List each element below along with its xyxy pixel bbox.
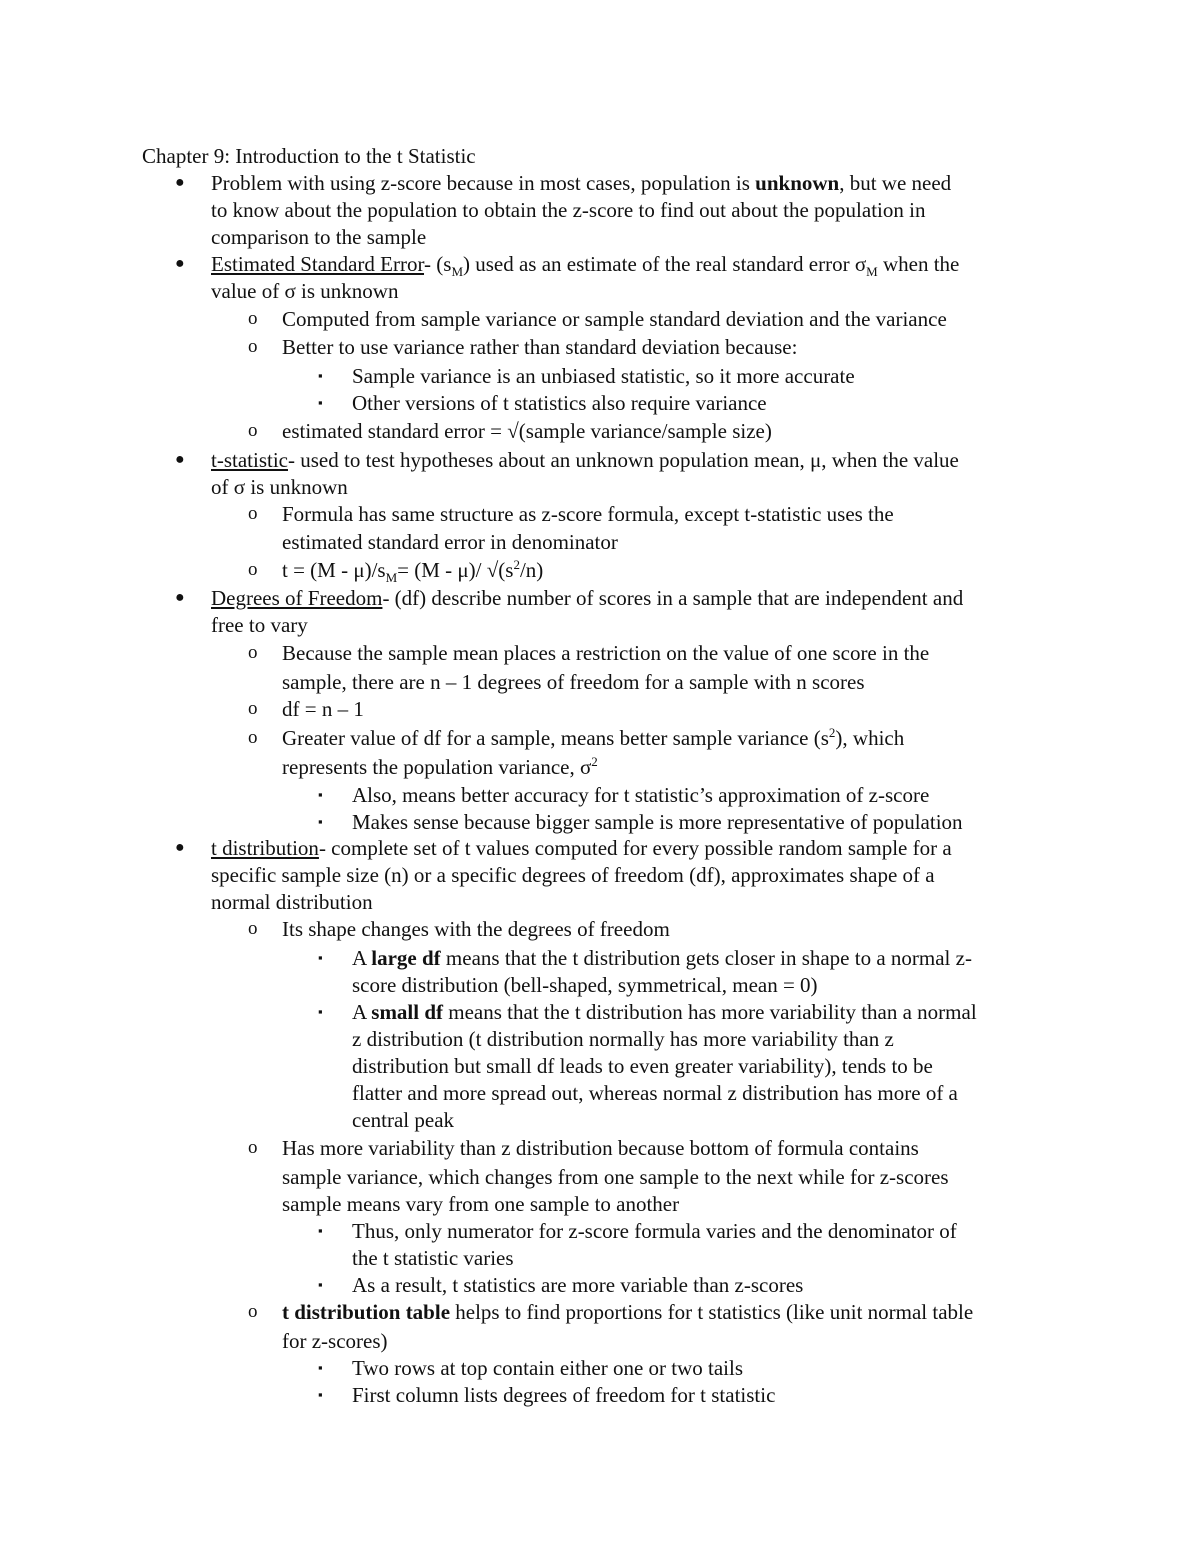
text: - used to test hypotheses about an unknown population mean, μ, when the value [288, 448, 959, 472]
circle-marker: o [248, 503, 258, 524]
text: /n) [519, 558, 544, 582]
square-marker: ▪ [318, 1277, 323, 1292]
bullet-1-line-3: comparison to the sample [211, 225, 427, 249]
bullet-5-line-1 [211, 836, 952, 860]
bold-term: small df [371, 1000, 444, 1024]
bullet-marker: ● [175, 255, 185, 272]
bullet-4-line-1 [211, 586, 963, 610]
circle-marker: o [248, 642, 258, 663]
sub-sub-item: Sample variance is an unbiased statistic, so it more accurate [352, 364, 855, 388]
circle-marker: o [248, 559, 258, 580]
sub-item: Its shape changes with the degrees of freedom [282, 917, 670, 941]
circle-marker: o [248, 336, 258, 357]
text: - (s [424, 252, 452, 276]
bullet-marker: ● [175, 451, 185, 468]
term-t-distribution: t distribution [211, 836, 319, 860]
text: means that the t distribution has more variability than a normal [443, 1000, 977, 1024]
text: - complete set of t values computed for every possible random sample for a [318, 836, 952, 860]
text: represents the population variance, σ [282, 755, 592, 779]
square-marker: ▪ [318, 1387, 323, 1402]
sub-item-cont: sample variance, which changes from one sample to the next while for z-scores [282, 1165, 949, 1189]
text: helps to find proportions for t statistics (like unit normal table [450, 1300, 974, 1324]
sub-item-cont [282, 755, 598, 779]
text: = (M - μ)/ √(s [397, 558, 514, 582]
circle-marker: o [248, 727, 258, 748]
sub-sub-item-cont: z distribution (t distribution normally has more variability than z [352, 1027, 894, 1051]
term-t-statistic: t-statistic [211, 448, 288, 472]
bullet-marker: ● [175, 589, 185, 606]
bullet-1-line-1 [211, 171, 951, 195]
text: A [352, 946, 372, 970]
square-marker: ▪ [318, 950, 323, 965]
sub-item: Has more variability than z distribution because bottom of formula contains [282, 1136, 919, 1160]
sub-item [282, 726, 904, 750]
superscript: 2 [591, 754, 598, 769]
sub-sub-item-cont: central peak [352, 1108, 455, 1132]
text: Greater value of df for a sample, means better sample variance (s [282, 726, 829, 750]
sub-sub-item: Other versions of t statistics also require variance [352, 391, 767, 415]
sub-item: Formula has same structure as z-score formula, except t-statistic uses the [282, 502, 894, 526]
text: t = (M - μ)/s [282, 558, 386, 582]
circle-marker: o [248, 698, 258, 719]
text: - (df) describe number of scores in a sample that are independent and [382, 586, 964, 610]
sub-sub-item: Two rows at top contain either one or two tails [352, 1356, 744, 1380]
sub-sub-item [352, 1000, 977, 1024]
sub-sub-item-cont: the t statistic varies [352, 1246, 514, 1270]
bullet-3-line-1 [211, 448, 959, 472]
bullet-3-line-2: of σ is unknown [211, 475, 348, 499]
bold-term: t distribution table [282, 1300, 451, 1324]
bullet-marker: ● [175, 839, 185, 856]
bullet-5-line-2: specific sample size (n) or a specific degrees of freedom (df), approximates shape of a [211, 863, 935, 887]
sub-sub-item: Thus, only numerator for z-score formula varies and the denominator of [352, 1219, 957, 1243]
text: ), which [835, 726, 905, 750]
text: when the [877, 252, 960, 276]
subscript: M [451, 264, 463, 280]
sub-sub-item: First column lists degrees of freedom for t statistic [352, 1383, 776, 1407]
sub-sub-item-cont: score distribution (bell-shaped, symmetrical, mean = 0) [352, 973, 818, 997]
subscript: M [866, 264, 878, 280]
sub-item: estimated standard error = √(sample variance/sample size) [282, 419, 772, 443]
sub-sub-item [352, 946, 972, 970]
circle-marker: o [248, 308, 258, 329]
sub-item: df = n – 1 [282, 697, 364, 721]
superscript: 2 [513, 557, 520, 572]
sub-sub-item: Makes sense because bigger sample is more representative of population [352, 810, 963, 834]
chapter-title: Chapter 9: Introduction to the t Statistic [142, 144, 476, 168]
square-marker: ▪ [318, 1004, 323, 1019]
sub-item: Better to use variance rather than standard deviation because: [282, 335, 798, 359]
bullet-marker: ● [175, 174, 185, 191]
bold-term: unknown [755, 171, 840, 195]
term-estimated-standard-error: Estimated Standard Error [211, 252, 425, 276]
bullet-1-line-2: to know about the population to obtain the z-score to find out about the population in [211, 198, 926, 222]
text: means that the t distribution gets closer in shape to a normal z- [440, 946, 972, 970]
circle-marker: o [248, 1137, 258, 1158]
sub-item: Because the sample mean places a restriction on the value of one score in the [282, 641, 930, 665]
circle-marker: o [248, 918, 258, 939]
square-marker: ▪ [318, 1223, 323, 1238]
square-marker: ▪ [318, 1360, 323, 1375]
subscript: M [385, 570, 398, 586]
sub-sub-item: As a result, t statistics are more variable than z-scores [352, 1273, 804, 1297]
text: A [352, 1000, 372, 1024]
bullet-2-line-2: value of σ is unknown [211, 279, 399, 303]
square-marker: ▪ [318, 395, 323, 410]
sub-item-cont: sample, there are n – 1 degrees of freedom for a sample with n scores [282, 670, 865, 694]
t-formula [282, 557, 544, 586]
text: ) used as an estimate of the real standard error σ [463, 252, 867, 276]
circle-marker: o [248, 420, 258, 441]
sub-item [282, 1300, 973, 1324]
sub-item-cont: estimated standard error in denominator [282, 530, 618, 554]
bullet-4-line-2: free to vary [211, 613, 308, 637]
sub-item: Computed from sample variance or sample standard deviation and the variance [282, 307, 947, 331]
square-marker: ▪ [318, 368, 323, 383]
sub-sub-item-cont: distribution but small df leads to even greater variability), tends to be [352, 1054, 933, 1078]
text: Problem with using z-score because in most cases, population is [211, 171, 756, 195]
sub-item-cont: for z-scores) [282, 1329, 388, 1353]
text: , but we need [839, 171, 952, 195]
term-degrees-of-freedom: Degrees of Freedom [211, 586, 383, 610]
square-marker: ▪ [318, 814, 323, 829]
bullet-5-line-3: normal distribution [211, 890, 373, 914]
bold-term: large df [371, 946, 441, 970]
bullet-2-line-1 [211, 252, 960, 280]
sub-item-cont: sample means vary from one sample to another [282, 1192, 680, 1216]
sub-sub-item: Also, means better accuracy for t statistic’s approximation of z-score [352, 783, 930, 807]
sub-sub-item-cont: flatter and more spread out, whereas normal z distribution has more of a [352, 1081, 958, 1105]
superscript: 2 [828, 725, 836, 740]
square-marker: ▪ [318, 787, 323, 802]
circle-marker: o [248, 1301, 258, 1322]
